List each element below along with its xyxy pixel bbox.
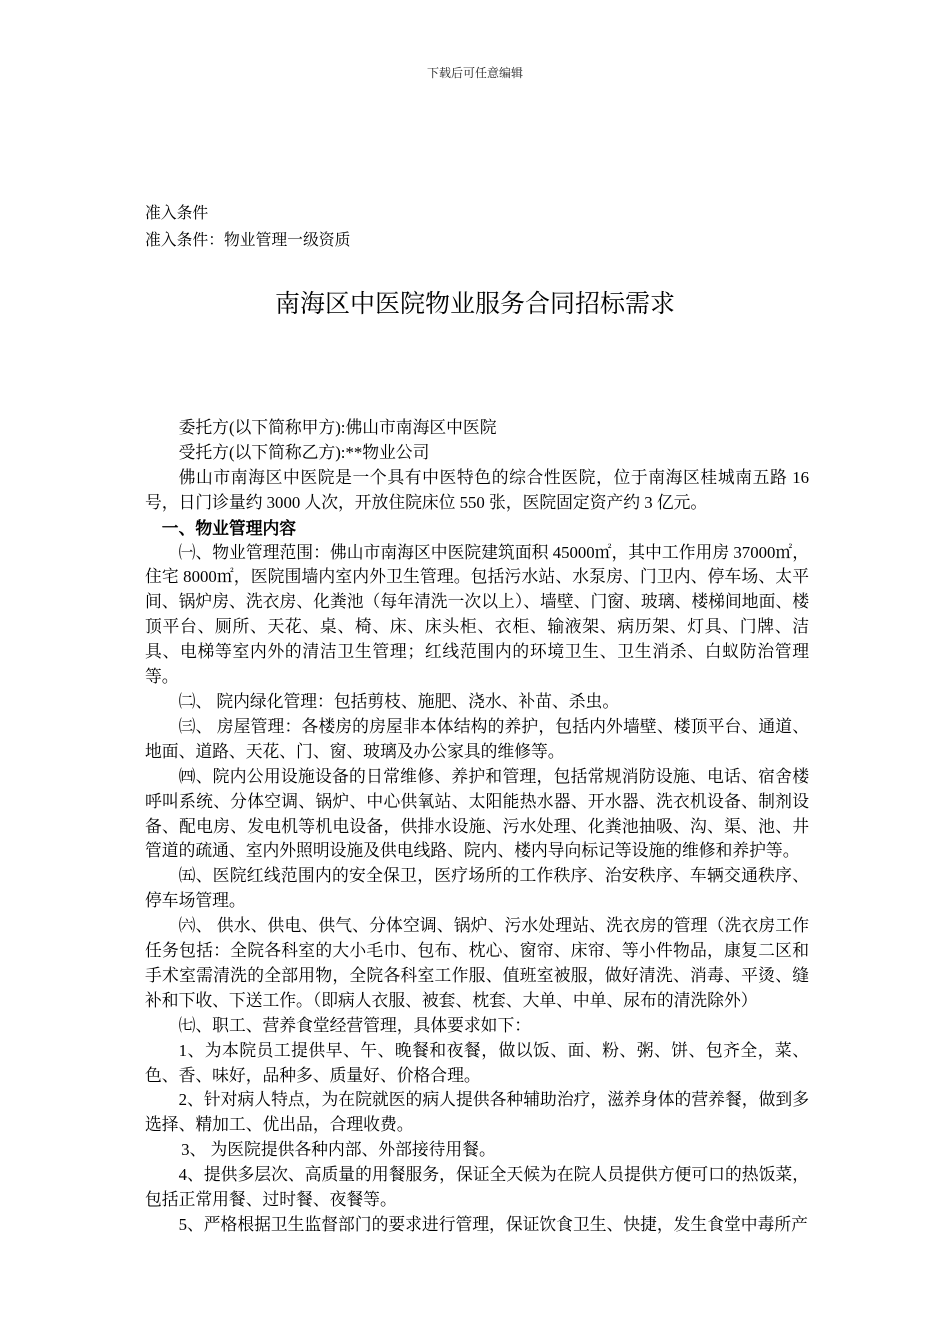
scope-item-4: ㈣、院内公用设施设备的日常维修、养护和管理，包括常规消防设施、电话、宿舍楼呼叫系统、分体空调、锅炉、中心供氧站、太阳能热水器、开水器、洗衣机设备、制剂设备、配电房、发电机等机电设备，供排水设施、污水处理、化粪池抽吸、沟、渠、池、井管道的疏通、室内外照明设施及供电线路、院内、楼内导向标记等设施的维修和养护等。 <box>145 766 809 861</box>
hospital-intro: 佛山市南海区中医院是一个具有中医特色的综合性医院，位于南海区桂城南五路 16 号，日门诊量约 3000 人次，开放住院床位 550 张，医院固定资产约 3 亿元。 <box>145 467 809 512</box>
scope-item-6: ㈥、 供水、供电、供气、分体空调、锅炉、污水处理站、洗衣房的管理（洗衣房工作任务包括：全院各科室的大小毛巾、包布、枕心、窗帘、床帘、等小件物品，康复二区和手术室需清洗的全部用物，全院各科室工作服、值班室被服，做好清洗、消毒、平烫、缝补和下收、下送工作。（即病人衣服、被套、枕套、大单、中单、尿布的清洗除外） <box>145 916 809 1010</box>
document-title: 南海区中医院物业服务合同招标需求 <box>274 289 675 318</box>
canteen-requirement-3: 3、 为医院提供各种内部、外部接待用餐。 <box>181 1140 496 1160</box>
scope-item-5: ㈤、医院红线范围内的安全保卫，医疗场所的工作秩序、治安秩序、车辆交通秩序、停车场管理。 <box>145 866 809 911</box>
section-heading: 一、物业管理内容 <box>161 517 297 538</box>
canteen-requirement-2: 2、针对病人特点，为在院就医的病人提供各种辅助治疗，滋养身体的营养餐，做到多选择、精加工、优出品，合理收费。 <box>145 1090 809 1135</box>
scope-item-1: ㈠、物业管理范围：佛山市南海区中医院建筑面积 45000㎡，其中工作用房 37000㎡，住宅 8000㎡，医院围墙内室内外卫生管理。包括污水站、水泵房、门卫内、停车场、太平间、锅炉房、洗衣房、化粪池（每年清洗一次以上）、墙壁、门窗、玻璃、楼梯间地面、楼顶平台、厕所、天花、桌、椅、床、床头柜、衣柜、输液架、病历架、灯具、门牌、洁具、电梯等室内外的清洁卫生管理；红线范围内的环境卫生、卫生消杀、白蚁防治管理等。 <box>145 542 809 687</box>
scope-item-2: ㈡、 院内绿化管理：包括剪枝、施肥、浇水、补苗、杀虫。 <box>178 691 620 711</box>
document-body <box>145 416 809 1238</box>
contractor-party: 受托方(以下简称乙方):**物业公司 <box>178 442 430 462</box>
canteen-requirement-5: 5、严格根据卫生监督部门的要求进行管理，保证饮食卫生、快捷，发生食堂中毒所产 <box>178 1215 808 1234</box>
canteen-requirement-1: 1、为本院员工提供早、午、晚餐和夜餐，做以饭、面、粉、粥、饼、包齐全，菜、色、香、味好，品种多、质量好、价格合理。 <box>145 1040 809 1085</box>
scope-item-3: ㈢、 房屋管理：各楼房的房屋非本体结构的养护，包括内外墙壁、楼顶平台、通道、地面、道路、天花、门、窗、玻璃及办公家具的维修等。 <box>145 716 809 761</box>
admission-requirement: 准入条件：物业管理一级资质 <box>145 232 351 249</box>
admission-heading: 准入条件 <box>145 205 209 222</box>
client-party: 委托方(以下简称甲方):佛山市南海区中医院 <box>178 418 497 437</box>
scope-item-7: ㈦、职工、营养食堂经营管理，具体要求如下： <box>178 1015 532 1035</box>
canteen-requirement-4: 4、提供多层次、高质量的用餐服务，保证全天候为在院人员提供方便可口的热饭菜，包括正常用餐、过时餐、夜餐等。 <box>145 1165 809 1210</box>
admission-conditions <box>145 200 805 254</box>
page-header-note: 下载后可任意编辑 <box>426 66 523 80</box>
